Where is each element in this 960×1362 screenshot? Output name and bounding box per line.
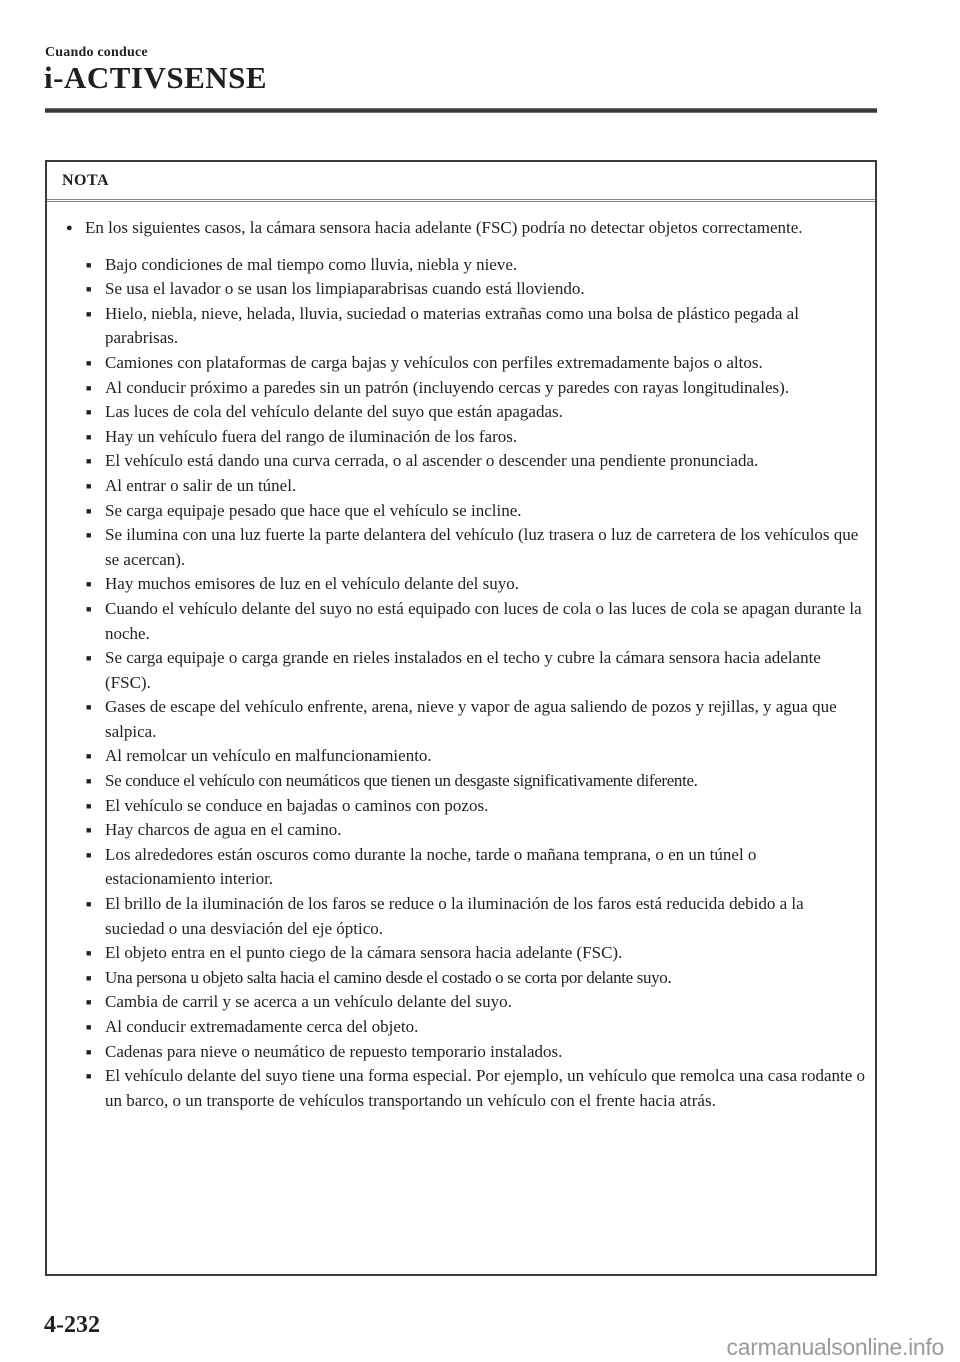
list-item: ■ Se usa el lavador o se usan los limpiaparabrisas cuando está lloviendo. xyxy=(83,277,875,302)
bullet-icon: ● xyxy=(66,222,73,234)
square-bullet-icon: ■ xyxy=(86,480,92,491)
square-bullet-icon: ■ xyxy=(86,284,92,295)
list-item: ■ Bajo condiciones de mal tiempo como lluvia, niebla y nieve. xyxy=(83,253,875,278)
note-body xyxy=(47,202,875,1113)
list-item: ■ Al conducir extremadamente cerca del objeto. xyxy=(83,1015,875,1040)
list-item: ■ Al entrar o salir de un túnel. xyxy=(83,474,875,499)
square-bullet-icon: ■ xyxy=(86,972,92,983)
list-item: ■ Cuando el vehículo delante del suyo no está equipado con luces de cola o las luces de cola se apagan durante la noche. xyxy=(83,597,875,646)
square-bullet-icon: ■ xyxy=(86,456,92,467)
list-item: ■ El vehículo delante del suyo tiene una forma especial. Por ejemplo, un vehículo que remolca una casa rodante o un barco, o un transporte de vehículos transportando un vehículo con el frente hacia atrás. xyxy=(83,1064,875,1113)
page-number: 4-232 xyxy=(44,1312,100,1338)
square-bullet-icon: ■ xyxy=(86,1046,92,1057)
note-header xyxy=(47,162,875,202)
list-item: ■ Se ilumina con una luz fuerte la parte delantera del vehículo (luz trasera o luz de carretera de los vehículos que se acercan). xyxy=(83,523,875,572)
square-bullet-icon: ■ xyxy=(86,653,92,664)
square-bullet-icon: ■ xyxy=(86,579,92,590)
square-bullet-icon: ■ xyxy=(86,407,92,418)
list-item: ■ Hay un vehículo fuera del rango de iluminación de los faros. xyxy=(83,425,875,450)
square-bullet-icon: ■ xyxy=(86,899,92,910)
square-bullet-icon: ■ xyxy=(86,530,92,541)
list-item: ■ Cambia de carril y se acerca a un vehículo delante del suyo. xyxy=(83,990,875,1015)
list-item: ■ Al conducir próximo a paredes sin un patrón (incluyendo cercas y paredes con rayas longitudinales). xyxy=(83,376,875,401)
square-bullet-icon: ■ xyxy=(86,308,92,319)
condition-list xyxy=(83,253,875,1114)
note-intro-text: En los siguientes casos, la cámara sensora hacia adelante (FSC) podría no detectar objetos correctamente. xyxy=(85,218,803,237)
note-intro xyxy=(65,216,875,241)
square-bullet-icon: ■ xyxy=(86,259,92,270)
square-bullet-icon: ■ xyxy=(86,751,92,762)
list-item: ■ Al remolcar un vehículo en malfuncionamiento. xyxy=(83,744,875,769)
list-item: ■ Las luces de cola del vehículo delante del suyo que están apagadas. xyxy=(83,400,875,425)
square-bullet-icon: ■ xyxy=(86,357,92,368)
square-bullet-icon: ■ xyxy=(86,776,92,787)
list-item: ■ Una persona u objeto salta hacia el camino desde el costado o se corta por delante suyo. xyxy=(83,966,875,991)
square-bullet-icon: ■ xyxy=(86,702,92,713)
square-bullet-icon: ■ xyxy=(86,849,92,860)
note-box xyxy=(45,160,877,1276)
list-item: ■ El vehículo se conduce en bajadas o caminos con pozos. xyxy=(83,794,875,819)
square-bullet-icon: ■ xyxy=(86,431,92,442)
list-item: ■ El vehículo está dando una curva cerrada, o al ascender o descender una pendiente pronunciada. xyxy=(83,449,875,474)
list-item: ■ Gases de escape del vehículo enfrente, arena, nieve y vapor de agua saliendo de pozos y rejillas, y agua que salpica. xyxy=(83,695,875,744)
square-bullet-icon: ■ xyxy=(86,997,92,1008)
section-breadcrumb: Cuando conduce xyxy=(45,45,148,60)
list-item: ■ El brillo de la iluminación de los faros se reduce o la iluminación de los faros está reducida debido a la suciedad o una desviación del eje óptico. xyxy=(83,892,875,941)
list-item: ■ Hay muchos emisores de luz en el vehículo delante del suyo. xyxy=(83,572,875,597)
list-item: ■ Camiones con plataformas de carga bajas y vehículos con perfiles extremadamente bajos o altos. xyxy=(83,351,875,376)
square-bullet-icon: ■ xyxy=(86,505,92,516)
square-bullet-icon: ■ xyxy=(86,603,92,614)
list-item: ■ Hay charcos de agua en el camino. xyxy=(83,818,875,843)
header-divider xyxy=(45,108,877,113)
watermark: carmanualsonline.info xyxy=(726,1334,944,1360)
square-bullet-icon: ■ xyxy=(86,382,92,393)
list-item: ■ Cadenas para nieve o neumático de repuesto temporario instalados. xyxy=(83,1040,875,1065)
list-item: ■ Se carga equipaje o carga grande en rieles instalados en el techo y cubre la cámara sensora hacia adelante (FSC). xyxy=(83,646,875,695)
list-item: ■ Hielo, niebla, nieve, helada, lluvia, suciedad o materias extrañas como una bolsa de plástico pegada al parabrisas. xyxy=(83,302,875,351)
note-title: NOTA xyxy=(62,171,110,189)
square-bullet-icon: ■ xyxy=(86,1022,92,1032)
square-bullet-icon: ■ xyxy=(86,1071,92,1082)
list-item: ■ Se conduce el vehículo con neumáticos que tienen un desgaste significativamente diferente. xyxy=(83,769,875,794)
list-item: ■ Los alrededores están oscuros como durante la noche, tarde o mañana temprana, o en un túnel o estacionamiento interior. xyxy=(83,843,875,892)
list-item: ■ Se carga equipaje pesado que hace que el vehículo se incline. xyxy=(83,499,875,524)
list-item: ■ El objeto entra en el punto ciego de la cámara sensora hacia adelante (FSC). xyxy=(83,941,875,966)
square-bullet-icon: ■ xyxy=(86,800,92,811)
square-bullet-icon: ■ xyxy=(86,825,92,836)
square-bullet-icon: ■ xyxy=(86,948,92,959)
page-title: i-ACTIVSENSE xyxy=(44,60,268,95)
